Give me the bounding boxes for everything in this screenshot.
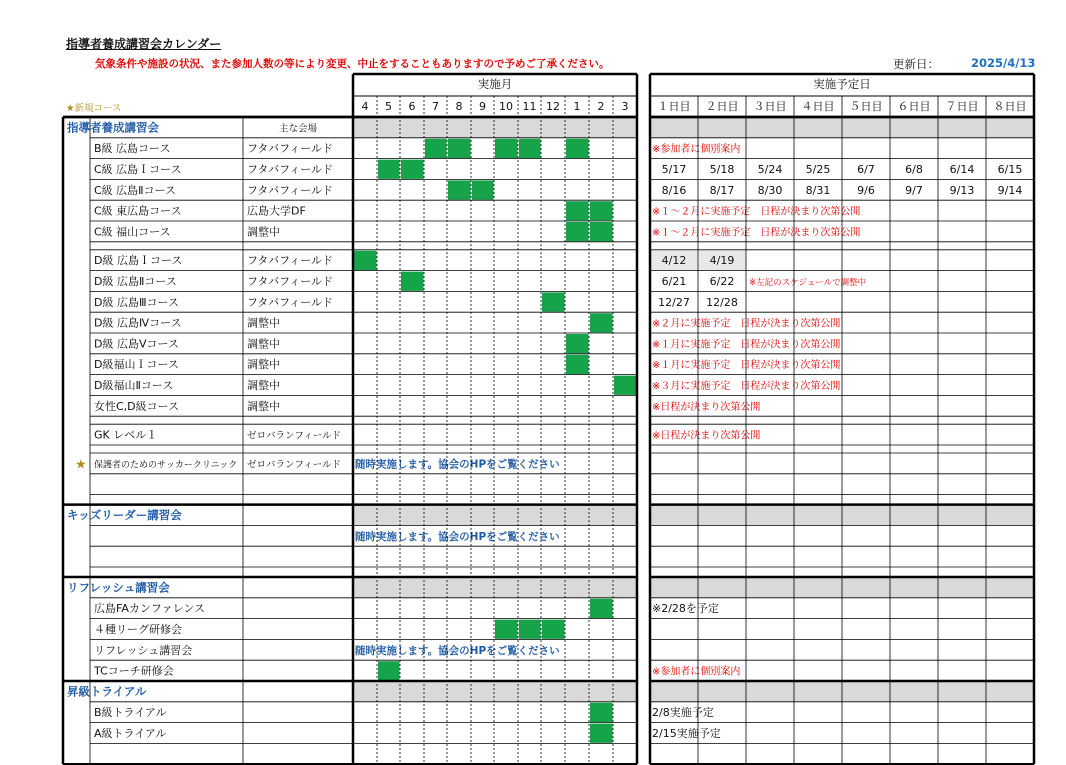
schedule-cell (354, 251, 377, 270)
schedule-cell (542, 620, 565, 639)
course-name: D級 広島Ⅴコース (94, 337, 179, 351)
month-header: 12 (546, 100, 560, 113)
schedule-note: ※１～２月に実施予定 日程が決まり次第公開 (652, 227, 861, 239)
schedule-date: 8/17 (709, 183, 735, 197)
schedule-cell (542, 292, 565, 311)
schedule-date: 6/22 (709, 275, 735, 288)
schedule-cell (401, 272, 424, 291)
schedule-cell (495, 620, 518, 639)
schedule-date: 5/25 (805, 163, 831, 176)
course-name: B級 広島コース (94, 142, 171, 156)
section-shade (353, 117, 637, 138)
venue-name: フタバフィールド (247, 142, 334, 156)
month-note: 随時実施します。協会のHPをご覧ください (355, 458, 560, 471)
course-name: B級トライアル (94, 706, 167, 720)
month-group-header: 実施月 (477, 77, 513, 91)
venue-name: 調整中 (247, 337, 280, 351)
course-name: リフレッシュ講習会 (94, 643, 193, 657)
schedule-cell (590, 222, 613, 241)
course-name: A級トライアル (94, 727, 167, 740)
month-header: 4 (361, 100, 369, 113)
schedule-cell (378, 160, 400, 179)
schedule-cell (590, 599, 613, 618)
venue-name: 調整中 (247, 225, 280, 239)
date-group-header: 実施予定日 (813, 77, 871, 91)
course-name: D級福山Ｉコース (94, 358, 179, 372)
venue-name: フタバフィールド (247, 163, 334, 176)
schedule-date: 12/27 (658, 295, 690, 309)
schedule-cell (425, 139, 447, 158)
day-header: ７日目 (945, 100, 979, 113)
day-header: ３日目 (753, 100, 787, 113)
schedule-date: 5/17 (661, 163, 687, 176)
section-title: 昇級トライアル (67, 684, 147, 699)
section-title: キッズリーダー講習会 (67, 508, 182, 522)
schedule-date: 9/7 (905, 183, 923, 197)
schedule-cell (614, 376, 637, 395)
schedule-cell (519, 620, 541, 639)
schedule-note: ※３月に実施予定 日程が決まり次第公開 (652, 381, 841, 392)
schedule-cell (401, 160, 424, 179)
schedule-note: ※左記のスケジュールで調整中 (749, 278, 867, 288)
new-course-legend: ★新規コース (66, 103, 122, 114)
schedule-note: ※２月に実施予定 日程が決まり次第公開 (652, 318, 841, 330)
month-header: 8 (455, 100, 463, 113)
schedule-cell (566, 139, 589, 158)
course-name: D級 広島Ⅱコース (94, 275, 177, 288)
new-course-star: ★ (75, 457, 87, 473)
month-header: 6 (408, 100, 416, 113)
course-name: ４種リーグ研修会 (94, 623, 182, 636)
updated-date: 2025/4/13 (971, 56, 1036, 70)
schedule-date: 9/6 (857, 183, 875, 197)
month-header: 3 (621, 100, 629, 113)
section-shade (353, 577, 637, 598)
schedule-date: 6/14 (949, 163, 975, 176)
schedule-cell (566, 355, 589, 374)
day-header: ４日目 (801, 100, 835, 113)
month-header: 2 (597, 100, 605, 113)
course-name: D級 広島Ⅲコース (94, 295, 180, 309)
venue-name: フタバフィールド (247, 275, 334, 288)
schedule-date: 9/13 (949, 183, 975, 197)
course-name: 女性C,D級コース (94, 399, 180, 413)
schedule-note: ※参加者に個別案内 (652, 144, 741, 156)
schedule-cell (378, 661, 400, 680)
venue-name: 調整中 (247, 399, 280, 413)
venue-name: フタバフィールド (247, 295, 334, 309)
schedule-note: ※参加者に個別案内 (652, 666, 741, 678)
notice-text: 気象条件や施設の状況、また参加人数の等により変更、中止をすることもありますので予めご了承ください。 (95, 58, 610, 70)
venue-header: 主な会場 (278, 123, 318, 135)
venue-name: 調整中 (247, 316, 280, 330)
schedule-date: 4/19 (709, 254, 735, 268)
schedule-cell (472, 180, 494, 199)
course-name: C級 広島Ｉコース (94, 163, 182, 176)
day-header: ２日目 (705, 100, 739, 113)
updated-label: 更新日： (893, 57, 939, 71)
schedule-date: 8/16 (661, 183, 687, 197)
schedule-cell (566, 222, 589, 241)
schedule-cell (519, 139, 541, 158)
day-header: ５日目 (849, 100, 883, 113)
day-header: ６日目 (897, 100, 931, 113)
course-name: TCコーチ研修会 (94, 664, 174, 678)
venue-name: 調整中 (247, 358, 280, 372)
schedule-note: 2/15実施予定 (652, 727, 721, 740)
venue-name: ゼロバランフィールド (247, 430, 342, 442)
schedule-cell (590, 201, 613, 220)
schedule-note: ※日程が決まり次第公開 (652, 430, 761, 442)
schedule-date: 5/18 (709, 163, 735, 176)
venue-name: 調整中 (247, 379, 280, 392)
venue-name: ゼロバランフィールド (247, 459, 342, 471)
schedule-note: ※１月に実施予定 日程が決まり次第公開 (652, 339, 841, 351)
schedule-note: ※日程が決まり次第公開 (652, 401, 761, 413)
course-name: 保護者のためのサッカークリニック (94, 460, 238, 471)
venue-name: 広島大学DF (247, 204, 306, 218)
schedule-cell (448, 139, 471, 158)
schedule-date: 8/31 (805, 183, 831, 197)
schedule-date: 8/30 (757, 183, 783, 197)
section-shade (353, 505, 637, 526)
page-title: 指導者養成講習会カレンダー (66, 37, 222, 51)
schedule-date: 6/21 (661, 275, 687, 288)
schedule-note: ※2/28を予定 (652, 602, 719, 616)
schedule-cell (590, 724, 613, 743)
schedule-date: 5/24 (757, 163, 783, 176)
month-note: 随時実施します。協会のHPをご覧ください (355, 644, 560, 657)
course-name: C級 広島Ⅱコース (94, 183, 177, 197)
month-header: 1 (573, 100, 581, 113)
schedule-cell (590, 313, 613, 332)
section-title: リフレッシュ講習会 (67, 580, 170, 595)
day-header: ８日目 (993, 100, 1027, 113)
schedule-date: 6/7 (857, 163, 875, 176)
schedule-date: 4/12 (661, 254, 687, 268)
course-name: GK レベル１ (94, 428, 158, 442)
day-header: １日目 (657, 100, 691, 113)
venue-name: フタバフィールド (247, 254, 334, 268)
schedule-cell (590, 703, 613, 722)
schedule-cell (495, 139, 518, 158)
month-header: 9 (479, 100, 486, 113)
month-header: 5 (385, 100, 392, 113)
month-header: 11 (522, 100, 537, 113)
course-name: D級 広島Ⅳコース (94, 316, 182, 330)
course-name: C級 福山コース (94, 225, 171, 239)
schedule-note: ※１～２月に実施予定 日程が決まり次第公開 (652, 206, 861, 218)
course-name: 広島FAカンファレンス (94, 602, 206, 616)
schedule-date: 6/8 (905, 163, 923, 176)
course-name: D級福山Ⅱコース (94, 379, 174, 392)
schedule-note: ※１月に実施予定 日程が決まり次第公開 (652, 360, 841, 372)
venue-name: フタバフィールド (247, 183, 334, 197)
schedule-date: 6/15 (997, 163, 1023, 176)
month-note: 随時実施します。協会のHPをご覧ください (355, 530, 560, 543)
schedule-note: 2/8実施予定 (652, 706, 714, 720)
schedule-cell (566, 201, 589, 220)
month-header: 10 (499, 100, 513, 113)
schedule-cell (448, 180, 471, 199)
schedule-date: 12/28 (706, 295, 738, 309)
schedule-cell (566, 334, 589, 353)
course-name: D級 広島Ｉコース (94, 254, 183, 268)
month-header: 7 (432, 100, 439, 113)
section-shade (353, 681, 637, 702)
course-name: C級 東広島コース (94, 204, 182, 218)
section-title: 指導者養成講習会 (67, 120, 159, 135)
schedule-date: 9/14 (997, 183, 1023, 197)
